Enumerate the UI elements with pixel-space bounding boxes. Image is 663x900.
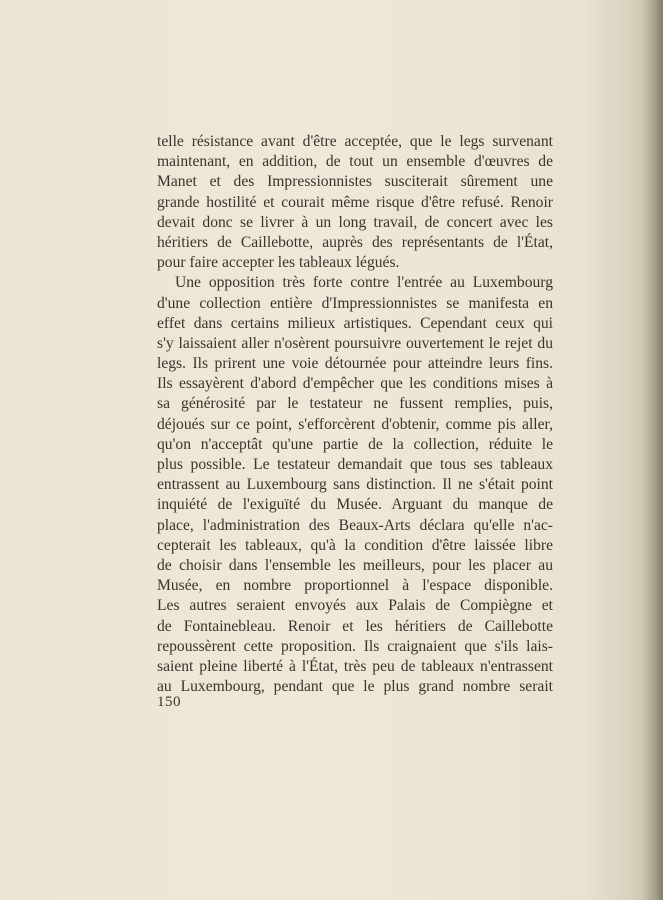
text-line: effet dans certains milieux artistiques. Cependant ceux qui — [157, 314, 553, 332]
text-line: Ils essayèrent d'abord d'empêcher que les conditions mises à — [157, 375, 553, 393]
page-number: 150 — [157, 694, 181, 710]
text-line: legs. Ils prirent une voie détournée pour atteindre leurs fins. — [157, 355, 553, 373]
text-line: héritiers de Caillebotte, auprès des représentants de l'État, — [157, 233, 553, 251]
text-line: telle résistance avant d'être acceptée, que le legs survenant — [157, 133, 553, 150]
text-line: pour faire accepter les tableaux légués. — [157, 254, 400, 272]
text-line: d'une collection entière d'Impressionnistes se manifesta en — [157, 294, 553, 312]
text-line: saient pleine liberté à l'État, très peu de tableaux n'entrassent — [157, 657, 553, 675]
text-line: qu'on n'acceptât qu'une partie de la collection, réduite le — [157, 435, 553, 453]
text-line: place, l'administration des Beaux-Arts déclara qu'elle n'ac- — [157, 516, 553, 534]
text-line: maintenant, en addition, de tout un ensemble d'œuvres de — [157, 153, 553, 171]
text-line: repoussèrent cette proposition. Ils craignaient que s'ils lais- — [157, 637, 553, 655]
text-line: cepterait les tableaux, qu'à la condition d'être laissée libre — [157, 536, 553, 554]
text-line: grande hostilité et courait même risque d'être refusé. Renoir — [157, 193, 553, 211]
page-edge-shadow — [641, 0, 663, 900]
text-line: au Luxembourg, pendant que le plus grand nombre serait — [157, 678, 553, 696]
text-line: sa générosité par le testateur ne fussent remplies, puis, — [157, 395, 553, 413]
text-line: devait donc se livrer à un long travail, de concert avec les — [157, 213, 553, 231]
text-line: de Fontainebleau. Renoir et les héritiers de Caillebotte — [157, 617, 553, 635]
text-line: inquiété de l'exiguïté du Musée. Arguant du manque de — [157, 496, 553, 514]
body-text — [157, 132, 553, 697]
text-line: plus possible. Le testateur demandait que tous ses tableaux — [157, 456, 553, 473]
text-line: Les autres seraient envoyés aux Palais de Compiègne et — [157, 597, 553, 615]
text-line: entrassent au Luxembourg sans distinction. Il ne s'était point — [157, 476, 553, 494]
text-line: de choisir dans l'ensemble les meilleurs, pour les placer au — [157, 556, 553, 574]
text-line: Manet et des Impressionnistes susciterait sûrement une — [157, 173, 553, 191]
text-line: déjoués sur ce point, s'efforcèrent d'obtenir, comme pis aller, — [157, 415, 553, 433]
text-line: Une opposition très forte contre l'entrée au Luxembourg — [175, 274, 553, 292]
text-line: s'y laissaient aller n'osèrent poursuivre ouvertement le rejet du — [157, 334, 553, 352]
text-line: Musée, en nombre proportionnel à l'espace disponible. — [157, 577, 553, 595]
